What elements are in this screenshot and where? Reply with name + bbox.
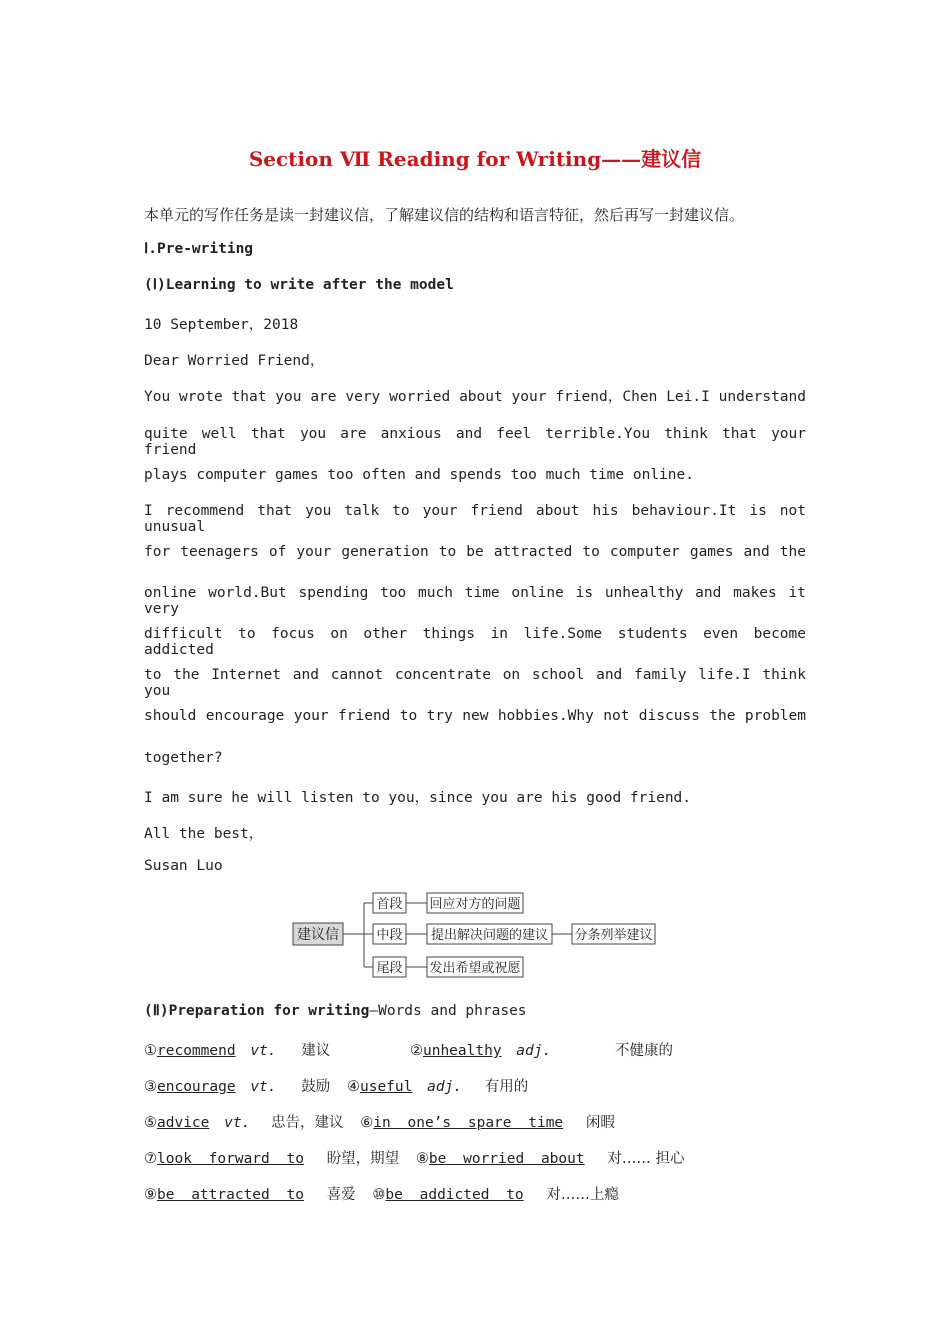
vocab-meaning: 对……上瘾 bbox=[546, 1187, 619, 1203]
vocab-meaning: 建议 bbox=[301, 1043, 331, 1059]
diagram-middle-desc: 提出解决问题的建议 bbox=[430, 928, 549, 943]
letter-line: I am sure he will listen to you，since you are his good friend. bbox=[144, 790, 692, 806]
vocab-meaning: 喜爱 bbox=[326, 1187, 356, 1203]
vocab-number: ⑩ bbox=[372, 1187, 386, 1203]
vocab-row bbox=[144, 1075, 528, 1096]
vocab-word: unhealthy bbox=[422, 1043, 502, 1059]
structure-diagram bbox=[290, 888, 660, 980]
preparation-subtitle: —Words and phrases bbox=[369, 1003, 527, 1019]
vocab-number: ⑦ bbox=[144, 1151, 157, 1167]
vocab-pos: vt. bbox=[224, 1115, 251, 1131]
subsection-heading-model: (Ⅰ)Learning to write after the model bbox=[144, 277, 454, 293]
vocab-number: ⑨ bbox=[144, 1187, 157, 1203]
vocab-row bbox=[144, 1183, 619, 1204]
vocab-row bbox=[144, 1039, 673, 1060]
diagram-root: 建议信 bbox=[297, 927, 339, 943]
letter-date: 10 September，2018 bbox=[144, 317, 299, 333]
vocab-meaning: 有用的 bbox=[484, 1079, 529, 1095]
vocab-meaning: 不健康的 bbox=[615, 1043, 674, 1059]
diagram-last-paragraph: 尾段 bbox=[376, 961, 403, 976]
vocab-number: ⑤ bbox=[144, 1115, 157, 1131]
vocab-number: ⑥ bbox=[360, 1115, 374, 1131]
preparation-title: (Ⅱ)Preparation for writing bbox=[144, 1003, 370, 1019]
vocab-word: be attracted to bbox=[157, 1187, 304, 1203]
vocab-word: in one’s spare time bbox=[373, 1115, 564, 1131]
letter-line: plays computer games too often and spends too much time online. bbox=[144, 467, 694, 483]
letter-greeting: Dear Worried Friend， bbox=[144, 353, 325, 369]
letter-line: to the Internet and cannot concentrate on school and family life.I think you bbox=[144, 667, 806, 699]
vocab-pos: adj. bbox=[516, 1043, 552, 1059]
letter-line: online world.But spending too much time online is unhealthy and makes it very bbox=[144, 585, 806, 617]
vocab-meaning: 对…… 担心 bbox=[607, 1151, 685, 1167]
vocab-word: advice bbox=[157, 1115, 210, 1131]
vocab-pos: vt. bbox=[250, 1043, 277, 1059]
letter-line: for teenagers of your generation to be attracted to computer games and the bbox=[144, 544, 806, 560]
vocab-row bbox=[144, 1111, 615, 1132]
vocab-number: ② bbox=[409, 1043, 423, 1059]
letter-signature: Susan Luo bbox=[144, 858, 223, 874]
vocab-pos: vt. bbox=[250, 1079, 277, 1095]
vocab-meaning: 闲暇 bbox=[585, 1115, 615, 1131]
vocab-word: recommend bbox=[157, 1043, 236, 1059]
vocab-word: be addicted to bbox=[385, 1187, 524, 1203]
vocab-word: encourage bbox=[157, 1079, 236, 1095]
page-title: Section Ⅶ Reading for Writing——建议信 bbox=[248, 147, 702, 171]
subsection-heading-preparation bbox=[144, 1003, 527, 1019]
vocab-pos: adj. bbox=[427, 1079, 463, 1095]
vocab-meaning: 忠告，建议 bbox=[271, 1115, 344, 1131]
diagram-first-paragraph: 首段 bbox=[376, 897, 403, 912]
vocab-row bbox=[144, 1147, 684, 1168]
diagram-middle-detail: 分条列举建议 bbox=[574, 928, 653, 943]
section-heading-prewriting: Ⅰ.Pre-writing bbox=[144, 241, 254, 257]
intro-text: 本单元的写作任务是读一封建议信，了解建议信的结构和语言特征，然后再写一封建议信。 bbox=[144, 206, 745, 224]
vocab-word: look forward to bbox=[157, 1151, 304, 1167]
diagram-last-desc: 发出希望或祝愿 bbox=[429, 961, 521, 976]
vocab-number: ④ bbox=[346, 1079, 360, 1095]
vocab-meaning: 鼓励 bbox=[301, 1079, 331, 1095]
vocab-word: be worried about bbox=[428, 1151, 585, 1167]
vocab-number: ③ bbox=[144, 1079, 157, 1095]
letter-line: quite well that you are anxious and feel terrible.You think that your friend bbox=[144, 426, 806, 458]
vocab-meaning: 盼望，期望 bbox=[326, 1151, 400, 1167]
letter-closing: All the best， bbox=[144, 826, 264, 842]
vocab-number: ⑧ bbox=[415, 1151, 429, 1167]
letter-line: should encourage your friend to try new hobbies.Why not discuss the problem bbox=[144, 708, 806, 724]
letter-line: You wrote that you are very worried about your friend，Chen Lei.I understand bbox=[144, 389, 806, 405]
letter-line: difficult to focus on other things in life.Some students even become addicted bbox=[144, 626, 806, 658]
vocab-word: useful bbox=[359, 1079, 413, 1095]
diagram-first-desc: 回应对方的问题 bbox=[429, 897, 521, 912]
letter-line: I recommend that you talk to your friend about his behaviour.It is not unusual bbox=[144, 503, 806, 535]
vocab-number: ① bbox=[144, 1043, 157, 1059]
diagram-middle-paragraph: 中段 bbox=[376, 928, 403, 943]
letter-line: together? bbox=[144, 750, 223, 766]
